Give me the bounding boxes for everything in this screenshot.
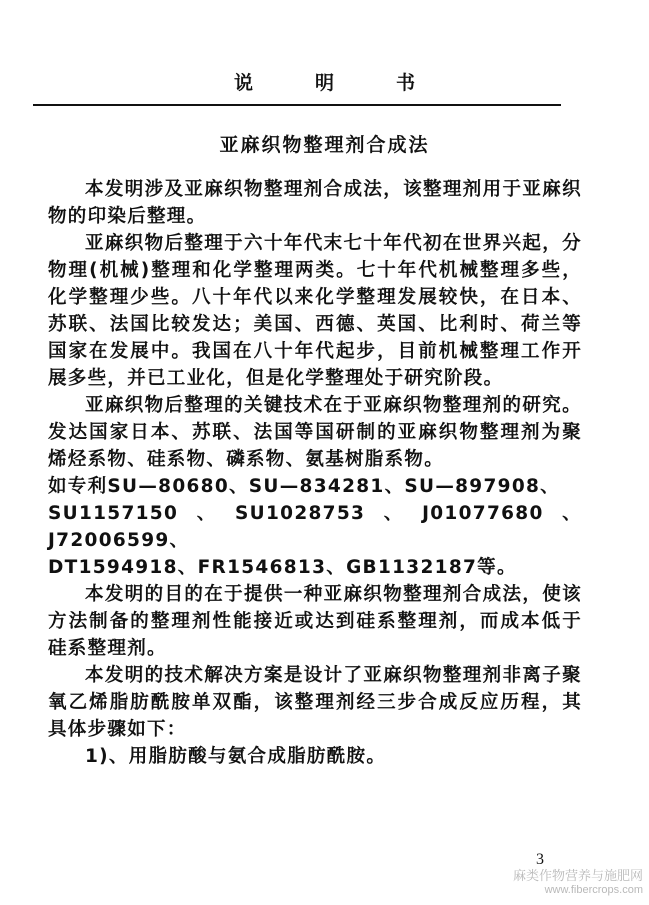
watermark-url: www.fibercrops.com [544,884,643,896]
patent-line-3: DT1594918、FR1546813、GB1132187等。 [48,557,517,578]
paragraph-2: 亚麻织物后整理于六十年代末七十年代初在世界兴起，分物理(机械)整理和化学整理两类。七十年代机械整理多些，化学整理少些。八十年代以来化学整理发展较快，在日本、苏联、法国比较发达；美国、西德、英国、比利时、荷兰等国家在发展中。我国在八十年代起步，目前机械整理工作开展多些，并已工业化，但是化学整理处于研究阶段。 [48,233,582,389]
page-number: 3 [536,851,544,868]
paragraph-1: 本发明涉及亚麻织物整理剂合成法，该整理剂用于亚麻织物的印染后整理。 [48,179,582,227]
paragraph-4: 本发明的目的在于提供一种亚麻织物整理剂合成法，使该方法制备的整理剂性能接近或达到硅系整理剂，而成本低于硅系整理剂。 [48,584,582,659]
document-title: 亚麻织物整理剂合成法 [219,134,430,156]
header-title: 说明书 [233,72,477,94]
header-rule [33,104,561,106]
watermark-site-name: 麻类作物营养与施肥网 [512,868,643,883]
watermark [513,868,643,898]
patent-line-2: SU1157150、SU1028753、J01077680、J72006599、 [48,503,582,551]
paragraph-3: 亚麻织物后整理的关键技术在于亚麻织物整理剂的研究。发达国家日本、苏联、法国等国研制的亚麻织物整理剂为聚烯烃系物、硅系物、磷系物、氨基树脂系物。 [48,395,582,470]
step-1: 1)、用脂肪酸与氨合成脂肪酰胺。 [85,746,387,767]
patent-line-1: 如专利SU—80680、SU—834281、SU—897908、 [48,476,560,497]
document-body [48,176,582,770]
patent-list [48,473,582,581]
paragraph-5: 本发明的技术解决方案是设计了亚麻织物整理剂非离子聚氧乙烯脂肪酰胺单双酯，该整理剂经三步合成反应历程，其具体步骤如下： [48,665,582,740]
